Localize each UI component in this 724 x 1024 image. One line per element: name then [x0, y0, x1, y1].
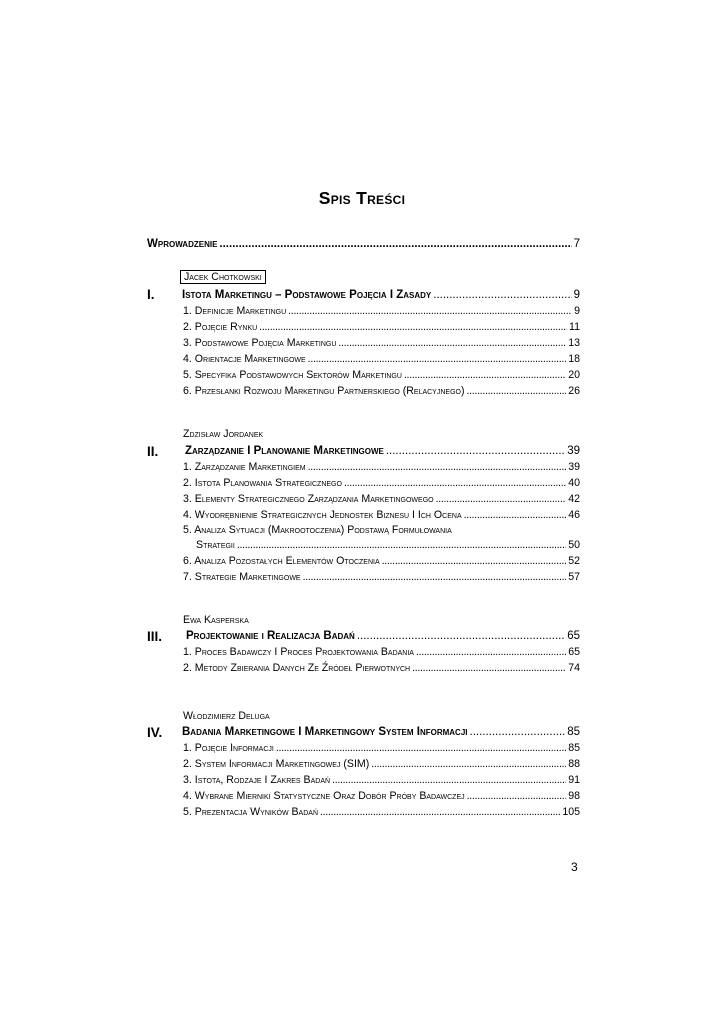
toc-chapter-heading[interactable] — [182, 726, 580, 738]
toc-entry-label: 2. Pojęcie Rynku — [183, 321, 258, 333]
toc-page-number: 11 — [569, 321, 580, 333]
toc-entry-label: Strategii — [196, 539, 235, 551]
toc-entry[interactable] — [183, 790, 580, 802]
toc-entry-label: Wprowadzenie — [147, 238, 218, 250]
toc-entry[interactable] — [183, 742, 580, 754]
leader-dots — [320, 806, 560, 818]
leader-dots — [357, 630, 565, 642]
toc-page-number: 39 — [567, 445, 580, 457]
toc-entry-label: 6. Przesłanki Rozwoju Marketingu Partnerskiego (Relacyjnego) — [183, 385, 465, 397]
toc-entry[interactable] — [183, 758, 580, 770]
leader-dots — [219, 238, 571, 250]
toc-page-number: 74 — [568, 662, 580, 674]
toc-page-number: 9 — [573, 289, 580, 301]
toc-page-number: 91 — [568, 774, 580, 786]
toc-entry[interactable] — [183, 806, 580, 818]
leader-dots — [237, 539, 566, 551]
toc-entry-label-line1: 5. Analiza Sytuacji (Makrootoczenia) Podstawą Formułowania — [183, 524, 452, 536]
toc-chapter-heading[interactable] — [186, 630, 580, 642]
toc-entry-intro[interactable] — [147, 238, 580, 250]
toc-entry-label: 1. Definicje Marketingu — [183, 305, 287, 317]
chapter-author: Jacek Chotkowski — [180, 270, 266, 284]
leader-dots — [416, 646, 566, 658]
leader-dots — [382, 555, 567, 567]
toc-entry[interactable] — [183, 369, 580, 381]
toc-entry-label: 3. Podstawowe Pojęcia Marketingu — [183, 337, 337, 349]
toc-entry[interactable] — [183, 477, 580, 489]
toc-entry-label: 7. Strategie Marketingowe — [183, 571, 301, 583]
toc-page-number: 65 — [568, 646, 580, 658]
toc-entry[interactable] — [183, 774, 580, 786]
toc-entry[interactable] — [183, 493, 580, 505]
toc-entry-label: 5. Prezentacja Wyników Badań — [183, 806, 319, 818]
toc-page-number: 65 — [567, 630, 580, 642]
toc-entry[interactable] — [183, 555, 580, 567]
leader-dots — [436, 493, 567, 505]
toc-page-number: 85 — [567, 726, 580, 738]
toc-entry[interactable] — [196, 539, 580, 551]
toc-page-number: 39 — [568, 461, 580, 473]
toc-page-number: 85 — [568, 742, 580, 754]
toc-entry[interactable] — [183, 461, 580, 473]
toc-entry-label: 4. Wybrane Mierniki Statystyczne Oraz Dobór Próby Badawczej — [183, 790, 465, 802]
chapter-author: Włodzimierz Deluga — [183, 710, 270, 722]
toc-page-number: 105 — [562, 806, 580, 818]
toc-entry-label: 4. Wyodrębnienie Strategicznych Jednostek Biznesu I Ich Ocena — [183, 509, 462, 521]
toc-page-number: 18 — [568, 353, 580, 365]
leader-dots — [412, 662, 566, 674]
toc-page-number: 9 — [574, 305, 580, 317]
chapter-title: Projektowanie i Realizacja Badań — [186, 630, 355, 642]
leader-dots — [464, 509, 567, 521]
toc-entry[interactable] — [183, 305, 580, 317]
toc-page-number: 26 — [568, 385, 580, 397]
chapter-numeral: II. — [147, 444, 159, 459]
toc-entry[interactable] — [183, 646, 580, 658]
chapter-numeral: III. — [147, 629, 163, 644]
toc-page-number: 13 — [568, 337, 580, 349]
leader-dots — [276, 742, 566, 754]
chapter-title: Zarządzanie I Planowanie Marketingowe — [185, 445, 384, 457]
toc-entry-label: 2. Istota Planowania Strategicznego — [183, 477, 342, 489]
toc-page-number: 52 — [568, 555, 580, 567]
toc-entry[interactable] — [183, 662, 580, 674]
toc-page-number: 88 — [568, 758, 580, 770]
toc-entry-label: 5. Specyfika Podstawowych Sektorów Marketingu — [183, 369, 402, 381]
toc-chapter-heading[interactable] — [185, 445, 580, 457]
chapter-numeral: IV. — [147, 725, 163, 740]
toc-page-number: 50 — [568, 539, 580, 551]
leader-dots — [338, 337, 566, 349]
leader-dots — [404, 369, 566, 381]
toc-entry-label: 4. Orientacje Marketingowe — [183, 353, 306, 365]
leader-dots — [467, 790, 567, 802]
toc-entry-label: 1. Pojęcie Informacji — [183, 742, 274, 754]
toc-entry[interactable] — [183, 571, 580, 583]
leader-dots — [433, 289, 571, 301]
page-title: Spis Treści — [318, 188, 406, 208]
toc-entry-label: 3. Elementy Strategicznego Zarządzania Marketingowego — [183, 493, 434, 505]
leader-dots — [386, 445, 565, 457]
leader-dots — [303, 571, 567, 583]
leader-dots — [308, 461, 567, 473]
toc-page-number: 20 — [568, 369, 580, 381]
chapter-author: Zdzisław Jordanek — [183, 428, 264, 440]
chapter-author: Ewa Kasperska — [183, 614, 249, 626]
toc-page-number: 57 — [568, 571, 580, 583]
toc-entry[interactable] — [183, 385, 580, 397]
toc-chapter-heading[interactable] — [182, 289, 580, 301]
leader-dots — [371, 758, 566, 770]
leader-dots — [470, 726, 566, 738]
chapter-title: Istota Marketingu – Podstawowe Pojęcia I Zasady — [182, 289, 432, 301]
toc-entry-label: 6. Analiza Pozostałych Elementów Otoczenia — [183, 555, 380, 567]
toc-entry-label: 2. System Informacji Marketingowej (SIM) — [183, 758, 370, 770]
toc-entry-label: 3. Istota, Rodzaje I Zakres Badań — [183, 774, 331, 786]
page-number: 3 — [571, 860, 578, 874]
leader-dots — [259, 321, 567, 333]
toc-entry-label: 1. Proces Badawczy I Proces Projektowania Badania — [183, 646, 414, 658]
toc-page-number: 46 — [568, 509, 580, 521]
chapter-title: Badania Marketingowe I Marketingowy System Informacji — [182, 726, 468, 738]
toc-entry[interactable] — [183, 337, 580, 349]
chapter-numeral: I. — [147, 287, 155, 302]
toc-page-number: 98 — [568, 790, 580, 802]
toc-page-number: 7 — [573, 238, 580, 250]
leader-dots — [308, 353, 567, 365]
toc-entry[interactable] — [183, 321, 580, 333]
toc-page-number: 40 — [568, 477, 580, 489]
leader-dots — [332, 774, 566, 786]
toc-entry-label: 1. Zarządzanie Marketingiem — [183, 461, 306, 473]
toc-page-number: 42 — [568, 493, 580, 505]
leader-dots — [288, 305, 572, 317]
toc-entry[interactable] — [183, 353, 580, 365]
toc-entry[interactable] — [183, 509, 580, 521]
toc-entry-label: 2. Metody Zbierania Danych Ze Źródeł Pierwotnych — [183, 662, 411, 674]
leader-dots — [344, 477, 566, 489]
leader-dots — [467, 385, 567, 397]
